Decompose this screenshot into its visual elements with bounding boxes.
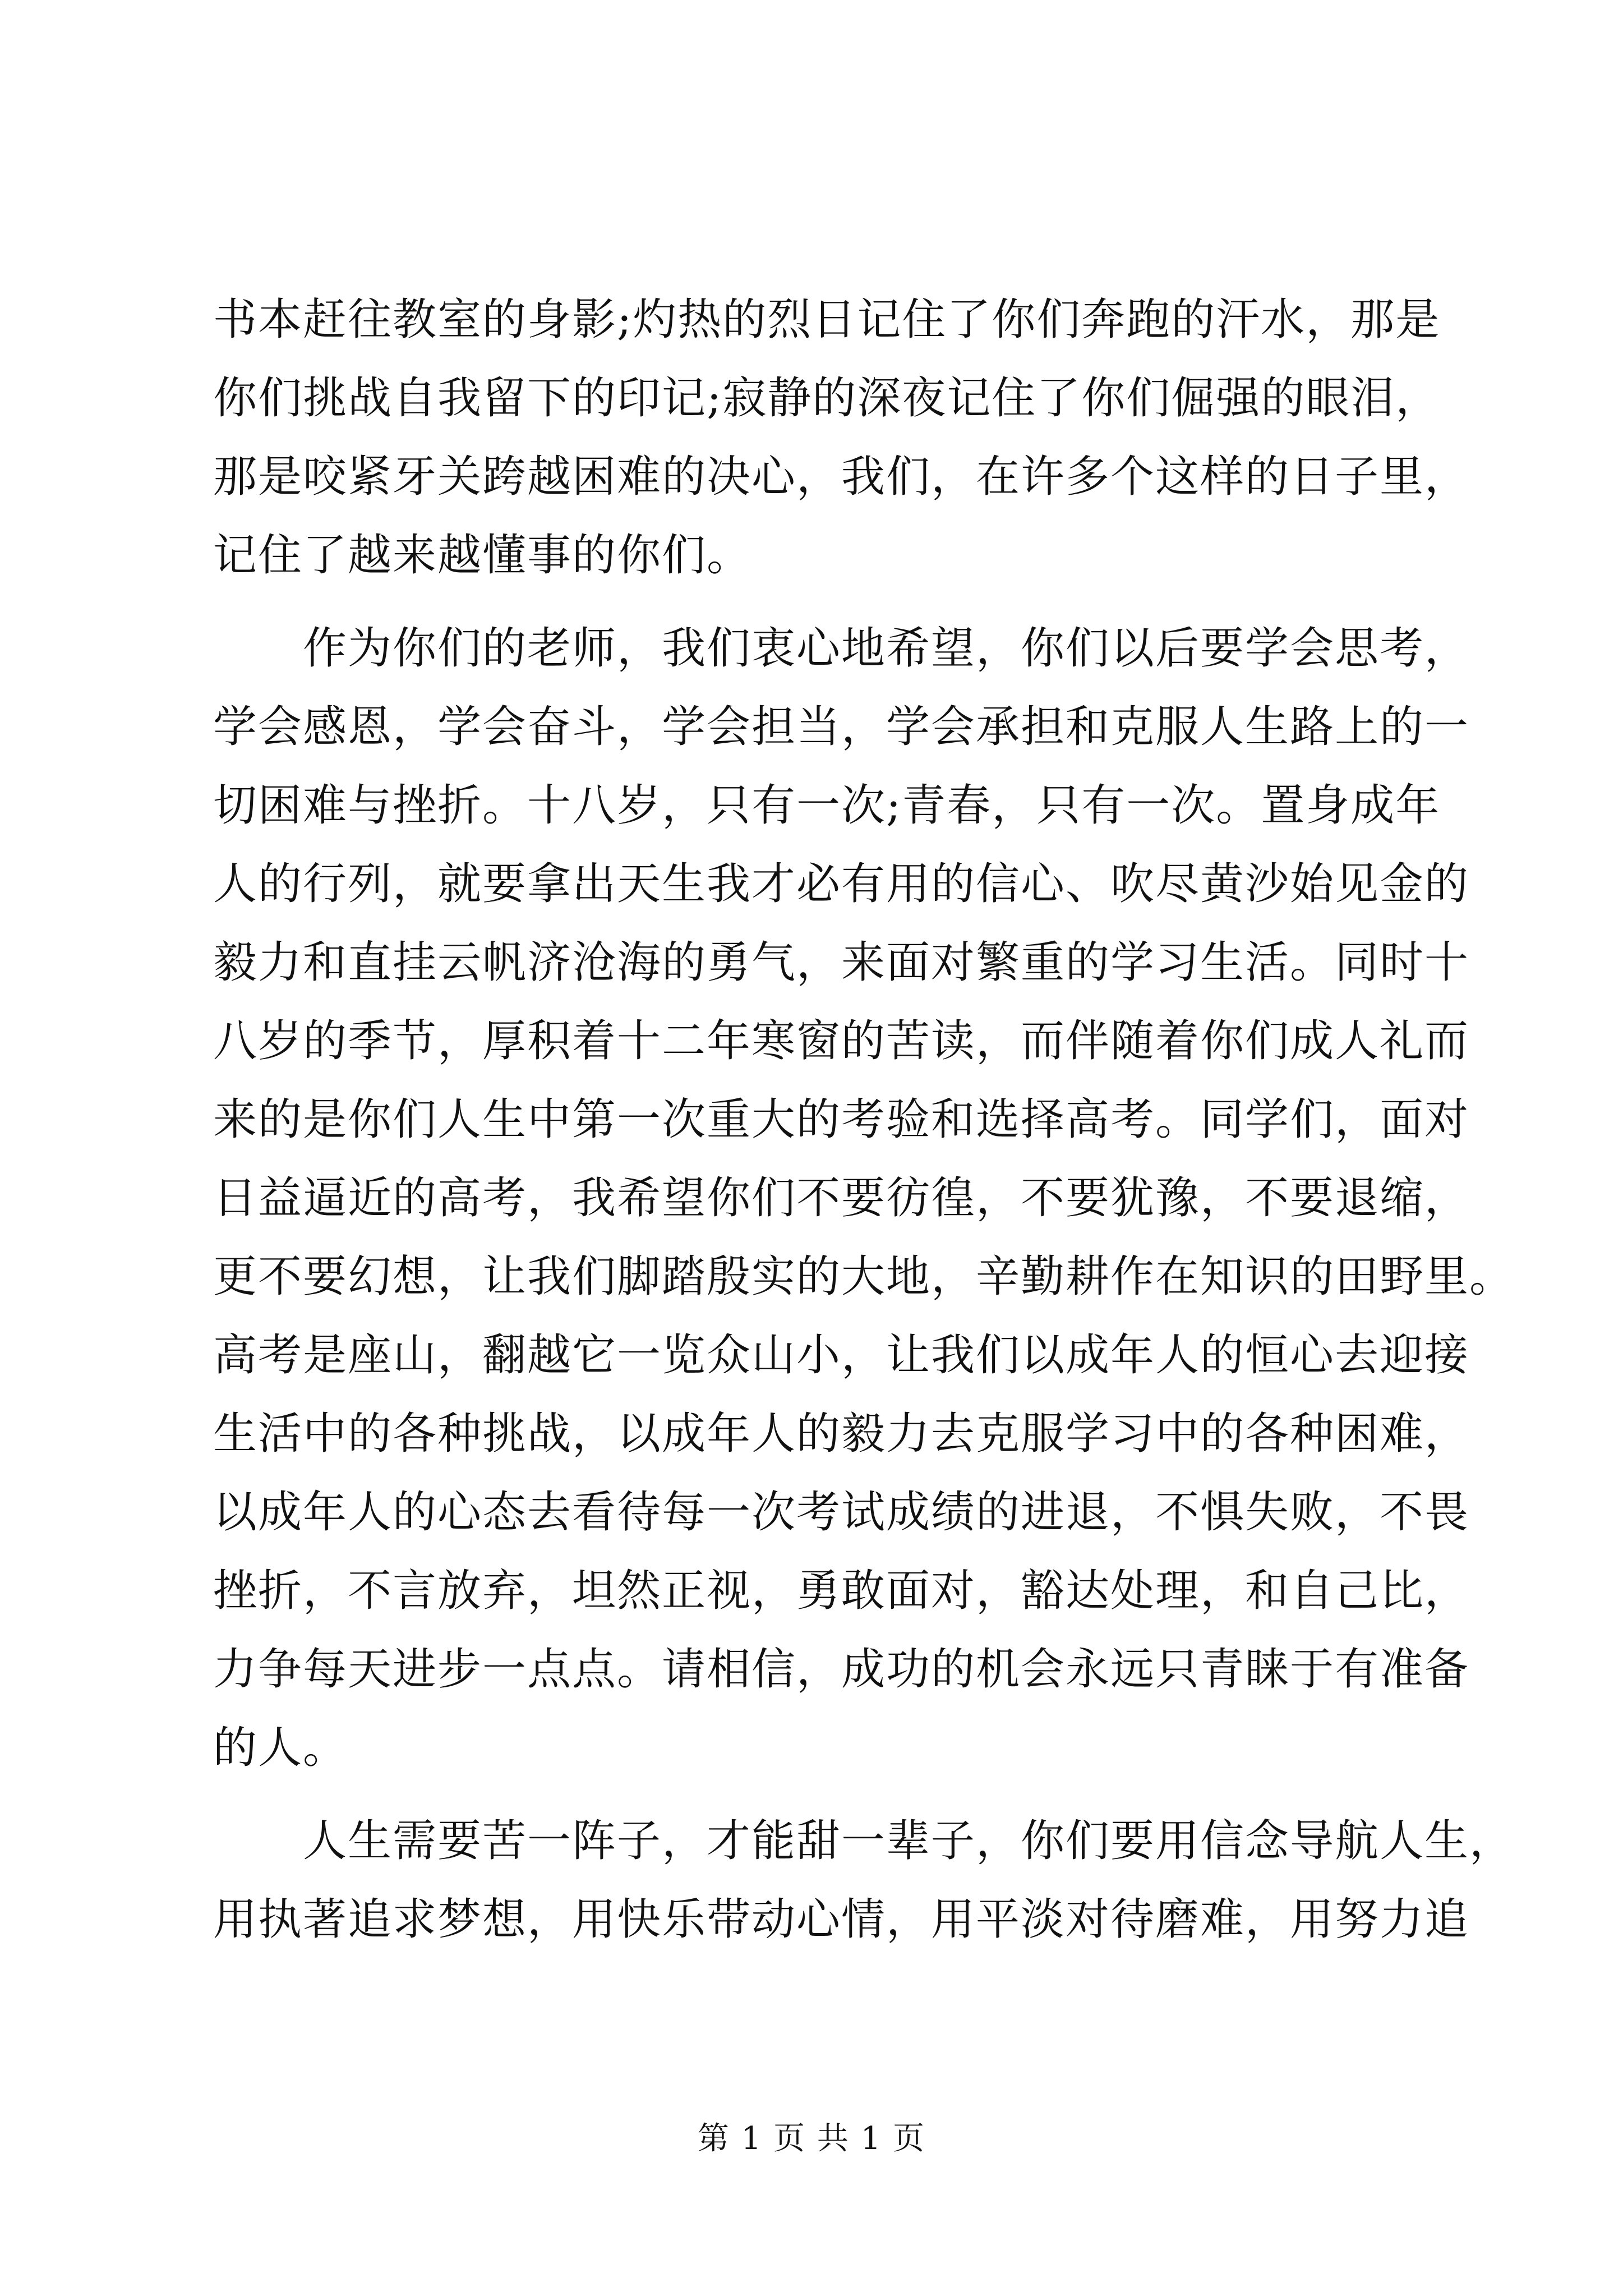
text-line: 学会感恩，学会奋斗，学会担当，学会承担和克服人生路上的一 — [213, 702, 1470, 752]
text-line: 的人。 — [213, 1723, 348, 1773]
text-line: 毅力和直挂云帆济沧海的勇气，来面对繁重的学习生活。同时十 — [213, 937, 1470, 988]
text-line: 日益逼近的高考，我希望你们不要彷徨，不要犹豫，不要退缩， — [213, 1173, 1470, 1223]
page-footer: 第 1 页 共 1 页 — [697, 2120, 926, 2157]
text-line: 力争每天进步一点点。请相信，成功的机会永远只青睐于有准备 — [213, 1644, 1470, 1695]
text-line: 以成年人的心态去看待每一次考试成绩的进退，不惧失败，不畏 — [213, 1487, 1470, 1538]
body-text — [213, 280, 1515, 1959]
text-line: 那是咬紧牙关跨越困难的决心，我们，在许多个这样的日子里， — [213, 452, 1470, 502]
text-line: 更不要幻想，让我们脚踏殷实的大地，辛勤耕作在知识的田野里。 — [213, 1251, 1515, 1302]
text-line: 高考是座山，翻越它一览众山小，让我们以成年人的恒心去迎接 — [213, 1330, 1470, 1381]
text-line: 记住了越来越懂事的你们。 — [213, 530, 752, 581]
text-line: 人的行列，就要拿出天生我才必有用的信心、吹尽黄沙始见金的 — [213, 859, 1470, 909]
text-line: 切困难与挫折。十八岁，只有一次;青春，只有一次。置身成年 — [213, 780, 1441, 831]
paragraph — [213, 280, 1470, 595]
text-line: 八岁的季节，厚积着十二年寒窗的苦读，而伴随着你们成人礼而 — [213, 1016, 1470, 1066]
paragraph-gap — [213, 595, 1424, 609]
text-line: 你们挑战自我留下的印记;寂静的深夜记住了你们倔强的眼泪， — [213, 373, 1441, 424]
text-line: 作为你们的老师，我们衷心地希望，你们以后要学会思考， — [303, 623, 1470, 674]
text-line: 来的是你们人生中第一次重大的考验和选择高考。同学们，面对 — [213, 1094, 1470, 1145]
text-line: 书本赶往教室的身影;灼热的烈日记住了你们奔跑的汗水，那是 — [213, 295, 1441, 345]
paragraph — [213, 1802, 1515, 1959]
text-line: 生活中的各种挑战，以成年人的毅力去克服学习中的各种困难， — [213, 1409, 1470, 1459]
paragraph — [213, 609, 1515, 1787]
paragraph-gap — [213, 1787, 1424, 1802]
text-line: 挫折，不言放弃，坦然正视，勇敢面对，豁达处理，和自己比， — [213, 1566, 1470, 1616]
text-line: 人生需要苦一阵子，才能甜一辈子，你们要用信念导航人生， — [303, 1816, 1515, 1866]
text-line: 用执著追求梦想，用快乐带动心情，用平淡对待磨难，用努力追 — [213, 1894, 1470, 1945]
